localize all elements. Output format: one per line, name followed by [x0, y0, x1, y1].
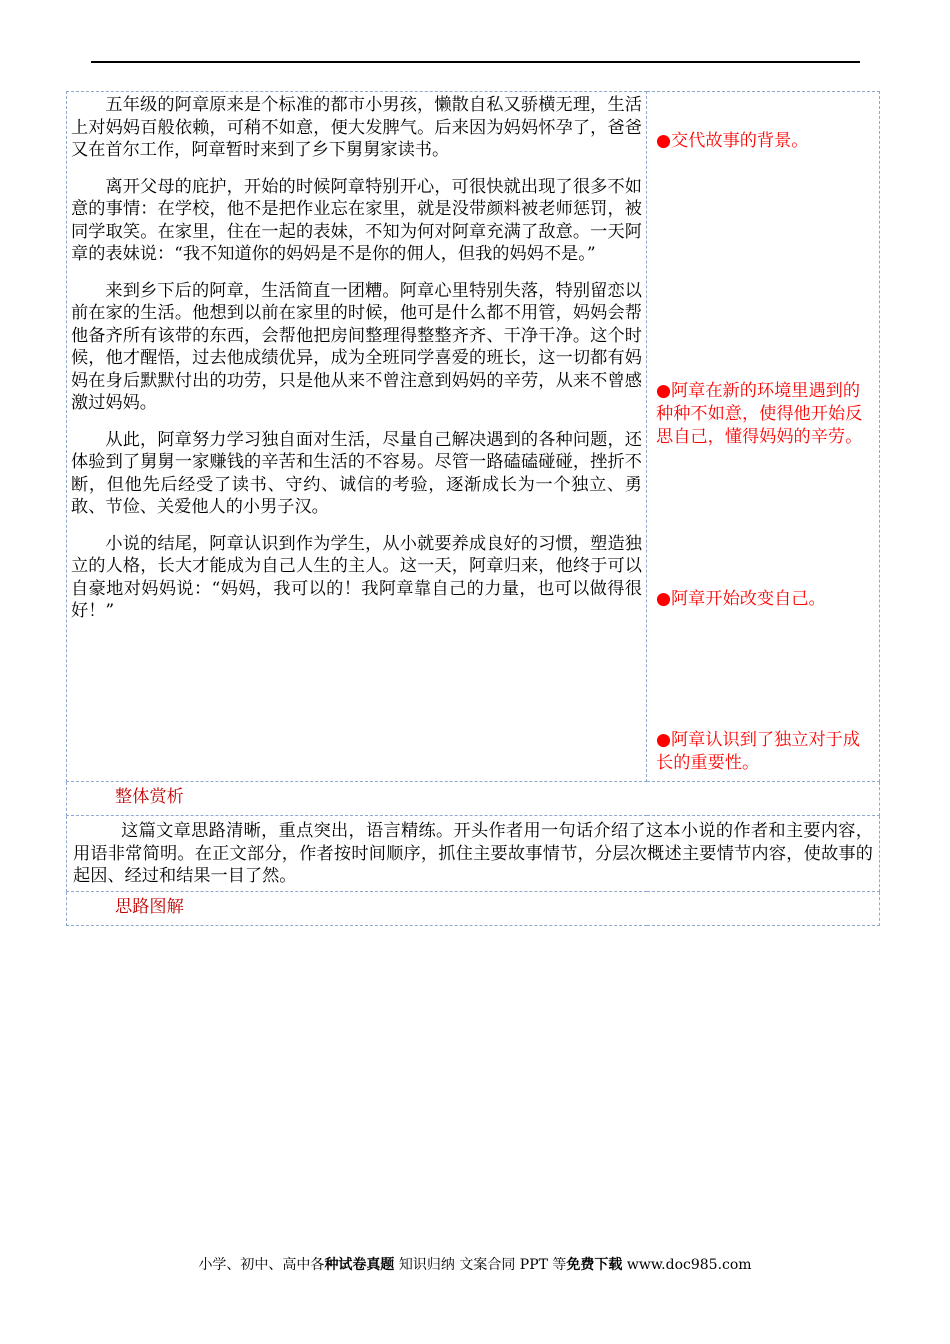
analysis-table: [66, 91, 880, 926]
note-background: ●交代故事的背景。: [656, 131, 809, 151]
story-paragraph-1: 五年级的阿章原来是个标准的都市小男孩，懒散自私又骄横无理，生活上对妈妈百般依赖，可稍不如意，便大发脾气。后来因为妈妈怀孕了，爸爸又在首尔工作，阿章暂时来到了乡下舅舅家读书。: [71, 95, 642, 160]
overall-header-cell: [67, 782, 880, 816]
story-paragraph-2: 离开父母的庇护，开始的时候阿章特别开心，可很快就出现了很多不如意的事情：在学校，他不是把作业忘在家里，就是没带颜料被老师惩罚，被同学取笑。在家里，住在一起的表妹，不知为何对阿章充满了敌意。一天阿章的表妹说：“我不知道你的妈妈是不是你的佣人，但我的妈妈不是。”: [71, 176, 642, 264]
story-paragraph-5: 小说的结尾，阿章认识到作为学生，从小就要养成良好的习惯，塑造独立的人格，长大才能成为自己人生的主人。这一天，阿章归来，他终于可以自豪地对妈妈说：“妈妈，我可以的！我阿章靠自己的力量，也可以做得很好！”: [71, 533, 642, 621]
story-paragraph-3: 来到乡下后的阿章，生活简直一团糟。阿章心里特别失落，特别留恋以前在家的生活。他想到以前在家里的时候，他可是什么都不用管，妈妈会帮他备齐所有该带的东西，会帮他把房间整理得整整齐齐、干净干净。这个时候，他才醒悟，过去他成绩优异，成为全班同学喜爱的班长，这一切都有妈妈在身后默默付出的功劳，只是他从来不曾注意到妈妈的辛劳，从来不曾感激过妈妈。: [71, 280, 642, 413]
footer-url[interactable]: www.doc985.com: [622, 1257, 752, 1273]
overall-text-cell: [67, 816, 880, 892]
note-independence: ●阿章认识到了独立对于成长的重要性。: [656, 730, 861, 773]
overall-text: 这篇文章思路清晰，重点突出，语言精练。开头作者用一句话介绍了这本小说的作者和主要内容，用语非常简明。在正文部分，作者按时间顺序，抓住主要故事情节，分层次概述主要情节内容，使故事的起因、经过和结果一目了然。: [73, 821, 873, 886]
footer-text-4: 免费下载: [566, 1257, 623, 1273]
note-reflection: ●阿章在新的环境里遇到的种种不如意，使得他开始反思自己，懂得妈妈的辛劳。: [656, 381, 863, 447]
footer-text-1: 小学、初中、高中各: [198, 1257, 325, 1273]
story-cell: [67, 92, 647, 782]
footer: [0, 1254, 950, 1274]
story-paragraph-4: 从此，阿章努力学习独自面对生活，尽量自己解决遇到的各种问题，还体验到了舅舅一家赚钱的辛苦和生活的不容易。尽管一路磕磕碰碰，挫折不断，但他先后经受了读书、守约、诚信的考验，逐渐成长为一个独立、勇敢、节俭、关爱他人的小男子汉。: [71, 429, 642, 517]
overall-title: 整体赏析: [115, 787, 184, 807]
note-change: ●阿章开始改变自己。: [656, 589, 826, 609]
header-rule: [91, 61, 860, 63]
notes-cell: [647, 92, 880, 782]
diagram-header-cell: [67, 892, 880, 926]
diagram-title: 思路图解: [115, 897, 184, 917]
footer-text-3: 知识归纳 文案合同 PPT 等: [394, 1257, 567, 1273]
footer-text-2: 种试卷真题: [324, 1257, 395, 1273]
